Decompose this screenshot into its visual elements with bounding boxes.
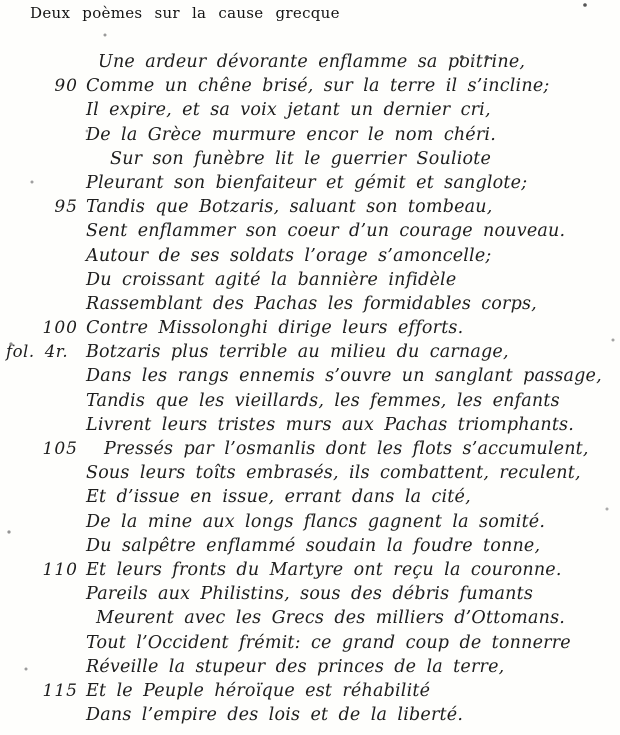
verse-line <box>0 631 620 655</box>
verse-text: Sent enflammer son coeur d’un courage nouveau. <box>86 221 566 242</box>
verse-line <box>0 364 620 388</box>
verse-line <box>0 413 620 437</box>
verse-line <box>0 485 620 509</box>
verse-text: Tout l’Occident frémit: ce grand coup de tonnerre <box>86 632 571 653</box>
verse-text: Botzaris plus terrible au milieu du carnage, <box>86 342 509 363</box>
verse-line-number: 105 <box>42 439 78 459</box>
verse-text: Meurent avec les Grecs des milliers d’Ottomans. <box>96 608 566 629</box>
verse-text: Pareils aux Philistins, sous des débris fumants <box>86 584 534 605</box>
verse-line <box>0 340 620 364</box>
verse-line <box>0 703 620 727</box>
verse-line <box>0 437 620 461</box>
verse-text: Une ardeur dévorante enflamme sa poitrine, <box>98 52 526 72</box>
verse-line <box>0 389 620 413</box>
verse-line <box>0 655 620 679</box>
scan-noise-specks <box>0 0 2 2</box>
verse-line <box>0 292 620 316</box>
verse-text: Dans l’empire des lois et de la liberté. <box>86 705 464 726</box>
poem-body <box>0 50 620 727</box>
verse-line-number: 100 <box>42 318 78 339</box>
verse-text: Rassemblant des Pachas les formidables corps, <box>86 293 537 314</box>
verse-text: Du salpêtre enflammé soudain la foudre tonne, <box>86 535 541 556</box>
verse-line <box>0 98 620 122</box>
verse-text: De la mine aux longs flancs gagnent la somité. <box>86 511 546 532</box>
verse-text: Tandis que les vieillards, les femmes, les enfants <box>86 390 560 411</box>
verse-text: Et d’issue en issue, errant dans la cité, <box>86 487 471 508</box>
verse-line <box>0 461 620 485</box>
page-title: Deux poèmes sur la cause grecque <box>30 4 340 22</box>
verse-line <box>0 147 620 171</box>
verse-text: Contre Missolonghi dirige leurs efforts. <box>86 318 464 339</box>
verse-text: Pressés par l’osmanlis dont les flots s’accumulent, <box>104 439 589 459</box>
verse-line <box>0 582 620 606</box>
verse-line <box>0 219 620 243</box>
verse-text: Livrent leurs tristes murs aux Pachas triomphants. <box>86 414 574 435</box>
folio-margin-note: fol. 4r. <box>6 342 69 362</box>
verse-line <box>0 244 620 268</box>
verse-line-number: 90 <box>54 76 78 97</box>
verse-text: Il expire, et sa voix jetant un dernier cri, <box>86 100 491 121</box>
verse-line <box>0 123 620 147</box>
verse-line <box>0 510 620 534</box>
verse-line-number: 115 <box>42 680 78 701</box>
verse-line-number: 95 <box>54 197 78 218</box>
verse-line <box>0 316 620 340</box>
verse-text: Réveille la stupeur des princes de la terre, <box>86 656 505 677</box>
verse-line <box>0 534 620 558</box>
verse-text: Pleurant son bienfaiteur et gémit et sanglote; <box>86 172 528 193</box>
verse-line <box>0 606 620 630</box>
verse-line <box>0 50 620 74</box>
verse-line <box>0 679 620 703</box>
verse-text: Et le Peuple héroïque est réhabilité <box>86 680 431 701</box>
verse-text: Sous leurs toîts embrasés, ils combattent, reculent, <box>86 463 581 484</box>
verse-line <box>0 268 620 292</box>
verse-line-number: 110 <box>42 559 78 580</box>
verse-text: Tandis que Botzaris, saluant son tombeau, <box>86 197 493 218</box>
verse-text: De la Grèce murmure encor le nom chéri. <box>86 124 496 145</box>
verse-line <box>0 74 620 98</box>
verse-line <box>0 558 620 582</box>
verse-text: Du croissant agité la bannière infidèle <box>86 269 457 290</box>
verse-text: Sur son funèbre lit le guerrier Souliote <box>110 148 492 169</box>
verse-line <box>0 171 620 195</box>
verse-line <box>0 195 620 219</box>
verse-text: Comme un chêne brisé, sur la terre il s’incline; <box>86 76 550 97</box>
verse-text: Autour de ses soldats l’orage s’amoncelle; <box>86 245 492 266</box>
verse-text: Dans les rangs ennemis s’ouvre un sanglant passage, <box>86 366 602 387</box>
verse-text: Et leurs fronts du Martyre ont reçu la couronne. <box>86 559 562 580</box>
